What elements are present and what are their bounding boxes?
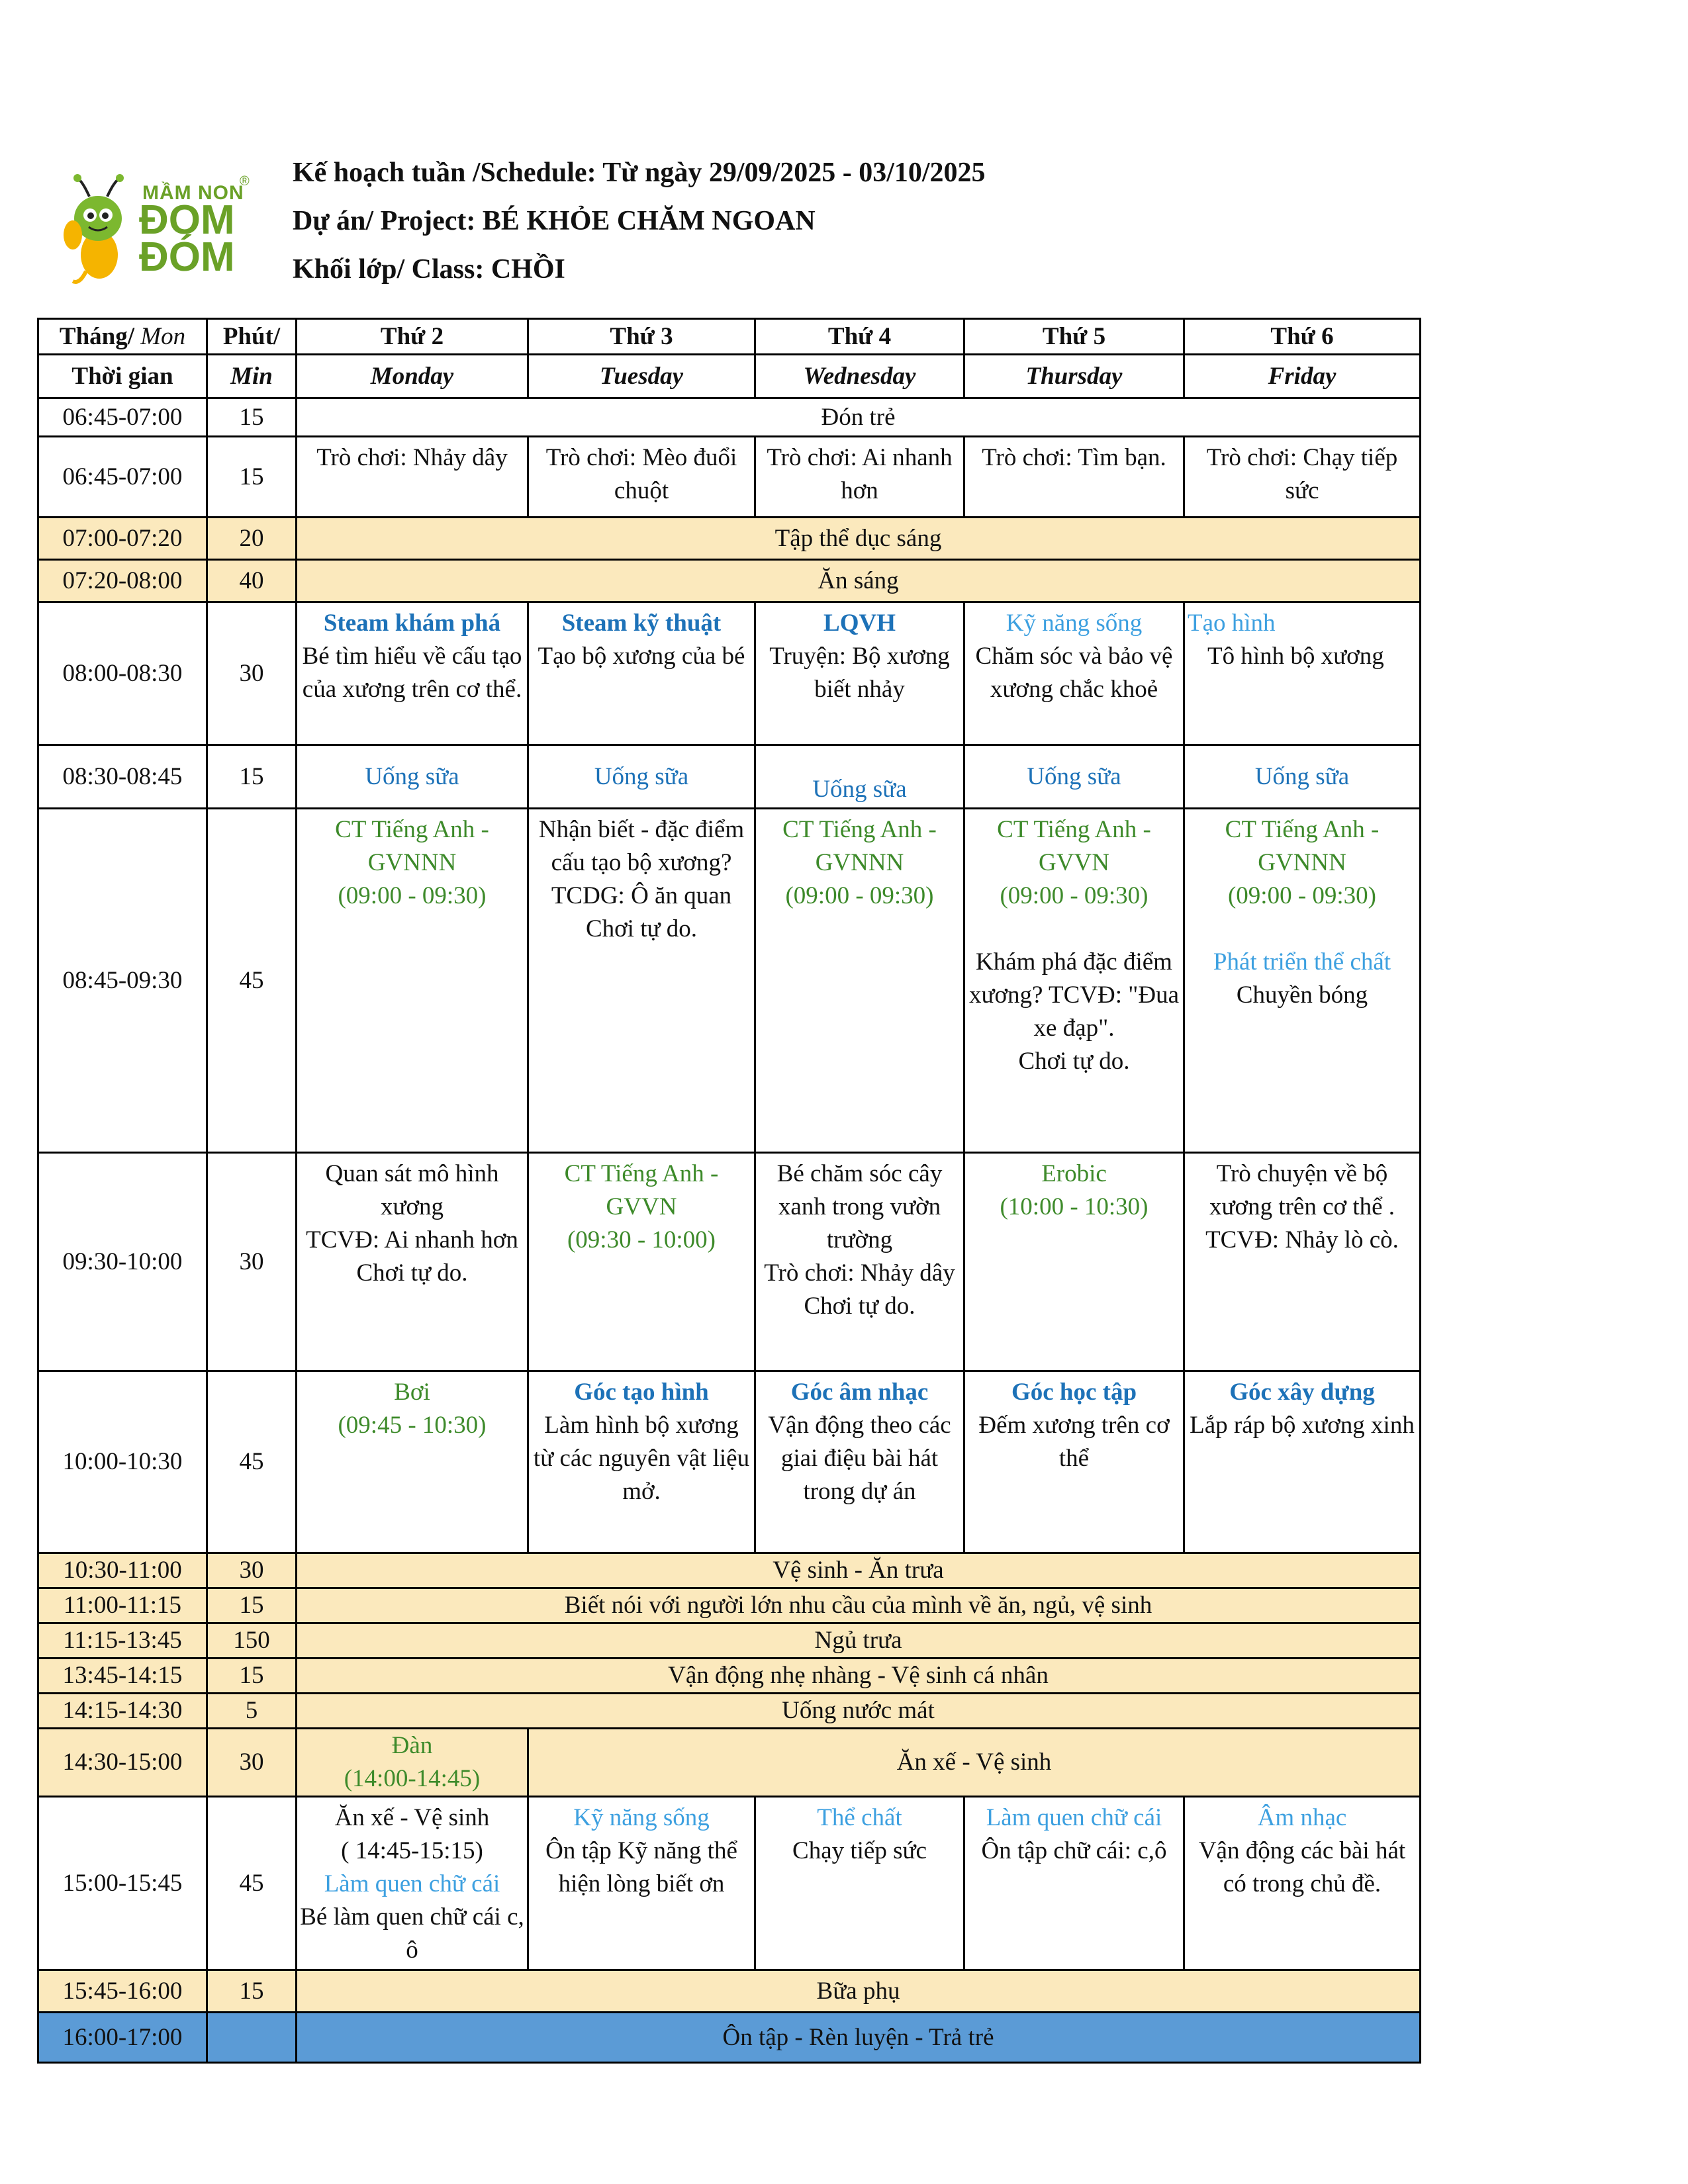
activity-cell: Trò chơi: Tìm bạn.: [964, 437, 1184, 518]
time-cell: 06:45-07:00: [38, 398, 207, 437]
table-row: [38, 1553, 1421, 1588]
activity-text: Bé tìm hiểu về cấu tạo của xương trên cơ thể.: [302, 643, 522, 703]
activity-text: Ôn tập Kỹ năng thể hiện lòng biết ơn: [545, 1837, 737, 1897]
activity-text: Chơi tự do.: [356, 1259, 468, 1287]
activity-cell: [297, 1729, 528, 1797]
logo-text-mam-non: MẦM NON: [142, 182, 244, 204]
activity-cell: [528, 602, 755, 745]
activity-heading: Làm quen chữ cái: [324, 1870, 500, 1897]
activity-heading: Steam khám phá: [323, 610, 501, 637]
activity-cell: Vệ sinh - Ăn trưa: [297, 1553, 1421, 1588]
col-header-wednesday: Wednesday: [755, 355, 964, 398]
table-row: [38, 2013, 1421, 2063]
time-cell: 06:45-07:00: [38, 437, 207, 518]
activity-text: CT Tiếng Anh -: [1225, 816, 1380, 843]
activity-text: Truyện: Bộ xương biết nhảy: [769, 643, 950, 703]
header-titles: [293, 149, 986, 294]
activity-cell: [1184, 1371, 1421, 1553]
school-logo: [60, 156, 258, 288]
activity-cell: [528, 1153, 755, 1371]
activity-text: Chơi tự do.: [1018, 1048, 1130, 1075]
activity-text: CT Tiếng Anh -: [997, 816, 1151, 843]
min-cell: 45: [207, 1797, 297, 1970]
activity-cell: Uống sữa: [964, 745, 1184, 809]
activity-text: Bơi: [394, 1379, 430, 1406]
col-header-month: Tháng/ Mon: [38, 319, 207, 355]
col-header-monday: Monday: [297, 355, 528, 398]
activity-text: Chăm sóc và bảo vệ xương chắc khoẻ: [975, 643, 1173, 703]
activity-cell: Trò chơi: Chạy tiếp sức: [1184, 437, 1421, 518]
min-cell: 20: [207, 518, 297, 560]
time-cell: 15:45-16:00: [38, 1970, 207, 2013]
activity-cell: Trò chơi: Mèo đuổi chuột: [528, 437, 755, 518]
activity-cell: [297, 1797, 528, 1970]
table-row: [38, 1588, 1421, 1623]
time-cell: 16:00-17:00: [38, 2013, 207, 2063]
activity-text: GVVN: [606, 1193, 677, 1220]
activity-text: Tạo bộ xương của bé: [538, 643, 745, 670]
col-header-thu6: Thứ 6: [1184, 319, 1421, 355]
activity-text: Chuyền bóng: [1236, 981, 1368, 1009]
table-row: [38, 1694, 1421, 1729]
activity-cell: Uống sữa: [297, 745, 528, 809]
activity-heading: Góc học tập: [1011, 1379, 1137, 1406]
time-cell: 09:30-10:00: [38, 1153, 207, 1371]
activity-cell: Trò chơi: Ai nhanh hơn: [755, 437, 964, 518]
activity-heading: Làm quen chữ cái: [986, 1804, 1162, 1831]
time-cell: 08:00-08:30: [38, 602, 207, 745]
activity-cell: Uống sữa: [528, 745, 755, 809]
time-cell: 07:20-08:00: [38, 560, 207, 602]
activity-cell: [964, 1371, 1184, 1553]
activity-text: Chạy tiếp sức: [792, 1837, 927, 1864]
time-cell: 08:30-08:45: [38, 745, 207, 809]
activity-heading: Kỹ năng sống: [573, 1804, 710, 1831]
activity-cell: Trò chơi: Nhảy dây: [297, 437, 528, 518]
activity-cell: [297, 602, 528, 745]
logo-text-dom-dom: [139, 197, 235, 280]
activity-heading: Steam kỹ thuật: [561, 610, 722, 637]
min-cell: 15: [207, 437, 297, 518]
time-cell: 15:00-15:45: [38, 1797, 207, 1970]
activity-cell: Bữa phụ: [297, 1970, 1421, 2013]
activity-text: (10:00 - 10:30): [1000, 1193, 1149, 1220]
activity-cell: [1184, 809, 1421, 1153]
activity-text: TCVĐ: Nhảy lò cò.: [1205, 1226, 1399, 1253]
header-row-1: [38, 319, 1421, 355]
activity-cell: Biết nói với người lớn nhu cầu của mình về ăn, ngủ, vệ sinh: [297, 1588, 1421, 1623]
activity-cell: Vận động nhẹ nhàng - Vệ sinh cá nhân: [297, 1659, 1421, 1694]
activity-text: Ăn xế - Vệ sinh: [334, 1804, 490, 1831]
activity-heading: Góc âm nhạc: [790, 1379, 929, 1406]
activity-cell: [297, 1153, 528, 1371]
table-row: [38, 1153, 1421, 1371]
activity-text: Khám phá đặc điểm xương? TCVĐ: "Đua xe đạp".: [968, 948, 1180, 1042]
activity-text: (09:00 - 09:30): [338, 882, 487, 909]
activity-text: Lắp ráp bộ xương xinh: [1190, 1412, 1415, 1439]
min-cell: 30: [207, 602, 297, 745]
activity-text: Chơi tự do.: [804, 1293, 915, 1320]
table-row: [38, 1371, 1421, 1553]
activity-text: (09:30 - 10:00): [567, 1226, 716, 1253]
activity-cell: [964, 1153, 1184, 1371]
min-cell: 15: [207, 1659, 297, 1694]
activity-cell: [964, 602, 1184, 745]
activity-cell: [1184, 1797, 1421, 1970]
col-header-min-en: Min: [207, 355, 297, 398]
activity-cell: Ăn xế - Vệ sinh: [528, 1729, 1421, 1797]
col-header-min: Phút/: [207, 319, 297, 355]
activity-cell: [755, 1371, 964, 1553]
activity-heading: Góc tạo hình: [574, 1379, 709, 1406]
activity-cell: Uống sữa: [1184, 745, 1421, 809]
col-header-tuesday: Tuesday: [528, 355, 755, 398]
table-row: [38, 602, 1421, 745]
col-header-time: Thời gian: [38, 355, 207, 398]
activity-heading: Kỹ năng sống: [1006, 610, 1143, 637]
min-cell: 30: [207, 1553, 297, 1588]
min-cell: [207, 2013, 297, 2063]
table-row: [38, 1729, 1421, 1797]
activity-text: GVNNN: [367, 849, 457, 876]
activity-cell: Ngủ trưa: [297, 1623, 1421, 1659]
min-cell: 45: [207, 809, 297, 1153]
activity-cell: Uống sữa: [755, 745, 964, 809]
activity-heading: Góc xây dựng: [1229, 1379, 1375, 1406]
activity-text: (09:45 - 10:30): [338, 1412, 487, 1439]
activity-cell: Ăn sáng: [297, 560, 1421, 602]
activity-cell: [755, 1797, 964, 1970]
activity-text: (14:00-14:45): [344, 1765, 481, 1792]
project-title: Dự án/ Project: BÉ KHỎE CHĂM NGOAN: [293, 206, 816, 236]
activity-cell: Uống nước mát: [297, 1694, 1421, 1729]
page-header: [60, 149, 1383, 295]
col-header-friday: Friday: [1184, 355, 1421, 398]
table-row: [38, 560, 1421, 602]
activity-cell: Tập thể dục sáng: [297, 518, 1421, 560]
table-row: [38, 437, 1421, 518]
activity-cell: [755, 602, 964, 745]
activity-text: (09:00 - 09:30): [785, 882, 934, 909]
activity-cell: [755, 1153, 964, 1371]
activity-cell: [528, 1797, 755, 1970]
activity-text: Erobic: [1041, 1160, 1107, 1187]
activity-text: (09:00 - 09:30): [1000, 882, 1149, 909]
activity-text: CT Tiếng Anh -: [564, 1160, 719, 1187]
activity-cell: [1184, 1153, 1421, 1371]
table-row: [38, 1970, 1421, 2013]
activity-cell: [964, 1797, 1184, 1970]
min-cell: 15: [207, 745, 297, 809]
activity-text: Tô hình bộ xương: [1207, 643, 1384, 670]
activity-heading: LQVH: [823, 610, 896, 637]
time-cell: 14:15-14:30: [38, 1694, 207, 1729]
activity-cell: Đón trẻ: [297, 398, 1421, 437]
activity-text: Quan sát mô hình xương: [325, 1160, 499, 1220]
activity-text: Vận động theo các giai điệu bài hát trong dự án: [768, 1412, 951, 1505]
min-cell: 15: [207, 1588, 297, 1623]
header-row-2: [38, 355, 1421, 398]
activity-text: Bé chăm sóc cây xanh trong vườn trường: [776, 1160, 943, 1253]
min-cell: 5: [207, 1694, 297, 1729]
table-row: [38, 1659, 1421, 1694]
activity-text: CT Tiếng Anh -: [335, 816, 489, 843]
weekly-schedule-table: [37, 318, 1421, 2064]
time-cell: 11:15-13:45: [38, 1623, 207, 1659]
min-cell: 15: [207, 398, 297, 437]
logo-word-dom: ĐOM: [139, 197, 235, 243]
activity-text: Nhận biết - đặc điểm cấu tạo bộ xương? TCDG: Ô ăn quan: [538, 816, 745, 909]
class-title: Khối lớp/ Class: CHỒI: [293, 254, 565, 285]
time-cell: 11:00-11:15: [38, 1588, 207, 1623]
time-cell: 07:00-07:20: [38, 518, 207, 560]
table-row: [38, 398, 1421, 437]
min-cell: 15: [207, 1970, 297, 2013]
activity-cell: [1184, 602, 1421, 745]
time-cell: 14:30-15:00: [38, 1729, 207, 1797]
min-cell: 150: [207, 1623, 297, 1659]
activity-text: Đếm xương trên cơ thể: [978, 1412, 1170, 1472]
activity-text: CT Tiếng Anh -: [782, 816, 937, 843]
activity-text: Trò chuyện về bộ xương trên cơ thể .: [1209, 1160, 1395, 1220]
activity-cell: [755, 809, 964, 1153]
activity-text: ( 14:45-15:15): [341, 1837, 483, 1864]
activity-text: Làm hình bộ xương từ các nguyên vật liệu mở.: [533, 1412, 750, 1505]
table-row: [38, 518, 1421, 560]
schedule-title: Kế hoạch tuần /Schedule: Từ ngày 29/09/2025 - 03/10/2025: [293, 158, 986, 188]
col-header-thu3: Thứ 3: [528, 319, 755, 355]
activity-text: GVVN: [1039, 849, 1109, 876]
min-cell: 30: [207, 1729, 297, 1797]
activity-text: (09:00 - 09:30): [1227, 882, 1377, 909]
table-row: [38, 809, 1421, 1153]
activity-text: Đàn: [391, 1732, 433, 1759]
logo-registered: ®: [240, 174, 250, 189]
time-cell: 10:00-10:30: [38, 1371, 207, 1553]
activity-text: GVNNN: [1258, 849, 1346, 876]
min-cell: 40: [207, 560, 297, 602]
col-header-thu4: Thứ 4: [755, 319, 964, 355]
activity-text: Ôn tập chữ cái: c,ô: [981, 1837, 1167, 1864]
col-header-thu5: Thứ 5: [964, 319, 1184, 355]
activity-cell: [297, 1371, 528, 1553]
col-header-thursday: Thursday: [964, 355, 1184, 398]
activity-cell: [528, 1371, 755, 1553]
col-header-thu2: Thứ 2: [297, 319, 528, 355]
table-row: [38, 1623, 1421, 1659]
activity-text: Chơi tự do.: [585, 915, 698, 942]
min-cell: 45: [207, 1371, 297, 1553]
activity-cell: [297, 809, 528, 1153]
logo-word-dom2: ĐÓM: [139, 234, 235, 280]
activity-heading: Phát triển thể chất: [1213, 948, 1391, 976]
activity-heading: Tạo hình: [1188, 610, 1276, 637]
time-cell: 08:45-09:30: [38, 809, 207, 1153]
min-cell: 30: [207, 1153, 297, 1371]
activity-cell: [528, 809, 755, 1153]
activity-cell: Ôn tập - Rèn luyện - Trả trẻ: [297, 2013, 1421, 2063]
time-cell: 10:30-11:00: [38, 1553, 207, 1588]
activity-heading: Thể chất: [817, 1804, 902, 1831]
firefly-mascot-icon: [60, 156, 146, 288]
activity-text: Trò chơi: Nhảy dây: [764, 1259, 955, 1287]
activity-text: GVNNN: [815, 849, 904, 876]
time-cell: 13:45-14:15: [38, 1659, 207, 1694]
activity-heading: Âm nhạc: [1257, 1804, 1347, 1831]
activity-text: TCVĐ: Ai nhanh hơn: [306, 1226, 518, 1253]
activity-cell: [964, 809, 1184, 1153]
table-row: [38, 745, 1421, 809]
activity-text: Bé làm quen chữ cái c, ô: [300, 1903, 524, 1964]
table-row: [38, 1797, 1421, 1970]
activity-text: Vận động các bài hát có trong chủ đề.: [1198, 1837, 1406, 1897]
